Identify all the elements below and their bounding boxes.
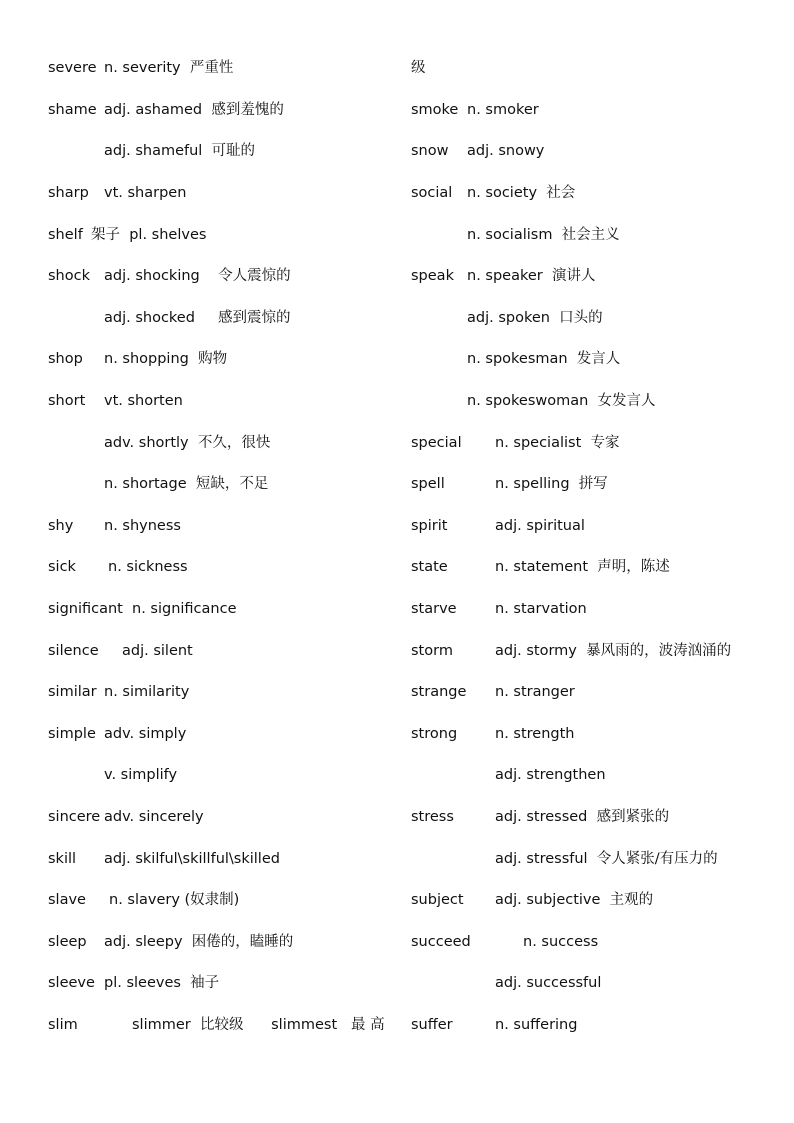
derivative: pl. sleeves 袖子 xyxy=(104,975,220,991)
derivative: n. society 社会 xyxy=(467,185,576,201)
headword: 级 xyxy=(411,60,426,76)
derivative: adj. spoken 口头的 xyxy=(467,310,603,326)
headword: succeed xyxy=(411,934,471,950)
derivative: n. sickness xyxy=(108,559,188,575)
derivative: n. success xyxy=(523,934,599,950)
derivative: n. shortage 短缺，不足 xyxy=(104,476,269,492)
derivative: n. similarity xyxy=(104,684,190,700)
headword: simple xyxy=(48,726,96,742)
headword: sick xyxy=(48,559,76,575)
headword: subject xyxy=(411,892,464,908)
derivative: adj. sleepy 困倦的，瞌睡的 xyxy=(104,934,294,950)
derivative: n. spokesman 发言人 xyxy=(467,351,621,367)
headword: smoke xyxy=(411,102,459,118)
derivative: n. spokeswoman 女发言人 xyxy=(467,393,656,409)
derivative: adj. shameful 可耻的 xyxy=(104,143,256,159)
headword: snow xyxy=(411,143,449,159)
derivative: adj. silent xyxy=(122,643,193,659)
headword: speak xyxy=(411,268,454,284)
derivative: adj. shocking 令人震惊的 xyxy=(104,268,291,284)
headword: special xyxy=(411,435,462,451)
headword: sharp xyxy=(48,185,89,201)
derivative: n. suffering xyxy=(495,1017,578,1033)
headword: strange xyxy=(411,684,467,700)
headword: suffer xyxy=(411,1017,453,1033)
headword: social xyxy=(411,185,453,201)
derivative: n. slavery (奴隶制) xyxy=(109,892,240,908)
headword: starve xyxy=(411,601,457,617)
headword: strong xyxy=(411,726,458,742)
derivative: slimmer 比较级 slimmest 最 高 xyxy=(132,1017,385,1033)
derivative: adj. spiritual xyxy=(495,518,585,534)
derivative: n. stranger xyxy=(495,684,575,700)
derivative: adj. stressful 令人紧张/有压力的 xyxy=(495,851,718,867)
derivative: adv. shortly 不久，很快 xyxy=(104,435,271,451)
headword: shame xyxy=(48,102,97,118)
derivative: adj. successful xyxy=(495,975,602,991)
derivative: n. speaker 演讲人 xyxy=(467,268,596,284)
headword: spell xyxy=(411,476,445,492)
derivative: adj. stressed 感到紧张的 xyxy=(495,809,670,825)
headword: shelf xyxy=(48,227,83,243)
derivative: adj. strengthen xyxy=(495,767,606,783)
derivative: adv. simply xyxy=(104,726,187,742)
headword: sincere xyxy=(48,809,101,825)
derivative: n. specialist 专家 xyxy=(495,435,620,451)
derivative: adj. snowy xyxy=(467,143,545,159)
derivative: 架子 pl. shelves xyxy=(91,227,207,243)
headword: stress xyxy=(411,809,454,825)
derivative: n. statement 声明，陈述 xyxy=(495,559,670,575)
headword: state xyxy=(411,559,448,575)
derivative: n. significance xyxy=(132,601,237,617)
derivative: n. starvation xyxy=(495,601,587,617)
derivative: n. strength xyxy=(495,726,575,742)
headword: slim xyxy=(48,1017,78,1033)
headword: severe xyxy=(48,60,97,76)
derivative: vt. sharpen xyxy=(104,185,187,201)
derivative: n. spelling 拼写 xyxy=(495,476,608,492)
derivative: v. simplify xyxy=(104,767,178,783)
headword: sleeve xyxy=(48,975,95,991)
derivative: adv. sincerely xyxy=(104,809,204,825)
derivative: adj. shocked 感到震惊的 xyxy=(104,310,291,326)
derivative: n. shyness xyxy=(104,518,181,534)
derivative: n. socialism 社会主义 xyxy=(467,227,620,243)
derivative: adj. subjective 主观的 xyxy=(495,892,654,908)
headword: skill xyxy=(48,851,77,867)
derivative: adj. skilful\skillful\skilled xyxy=(104,851,280,867)
derivative: n. shopping 购物 xyxy=(104,351,228,367)
headword: short xyxy=(48,393,86,409)
headword: shop xyxy=(48,351,83,367)
headword: shock xyxy=(48,268,90,284)
headword: slave xyxy=(48,892,86,908)
derivative: n. smoker xyxy=(467,102,539,118)
derivative: adj. ashamed 感到羞愧的 xyxy=(104,102,284,118)
headword: silence xyxy=(48,643,99,659)
headword: similar xyxy=(48,684,97,700)
headword: shy xyxy=(48,518,74,534)
headword: storm xyxy=(411,643,453,659)
headword: spirit xyxy=(411,518,448,534)
headword: significant xyxy=(48,601,123,617)
derivative: vt. shorten xyxy=(104,393,183,409)
derivative: adj. stormy 暴风雨的，波涛汹涌的 xyxy=(495,643,732,659)
headword: sleep xyxy=(48,934,87,950)
derivative: n. severity 严重性 xyxy=(104,60,234,76)
